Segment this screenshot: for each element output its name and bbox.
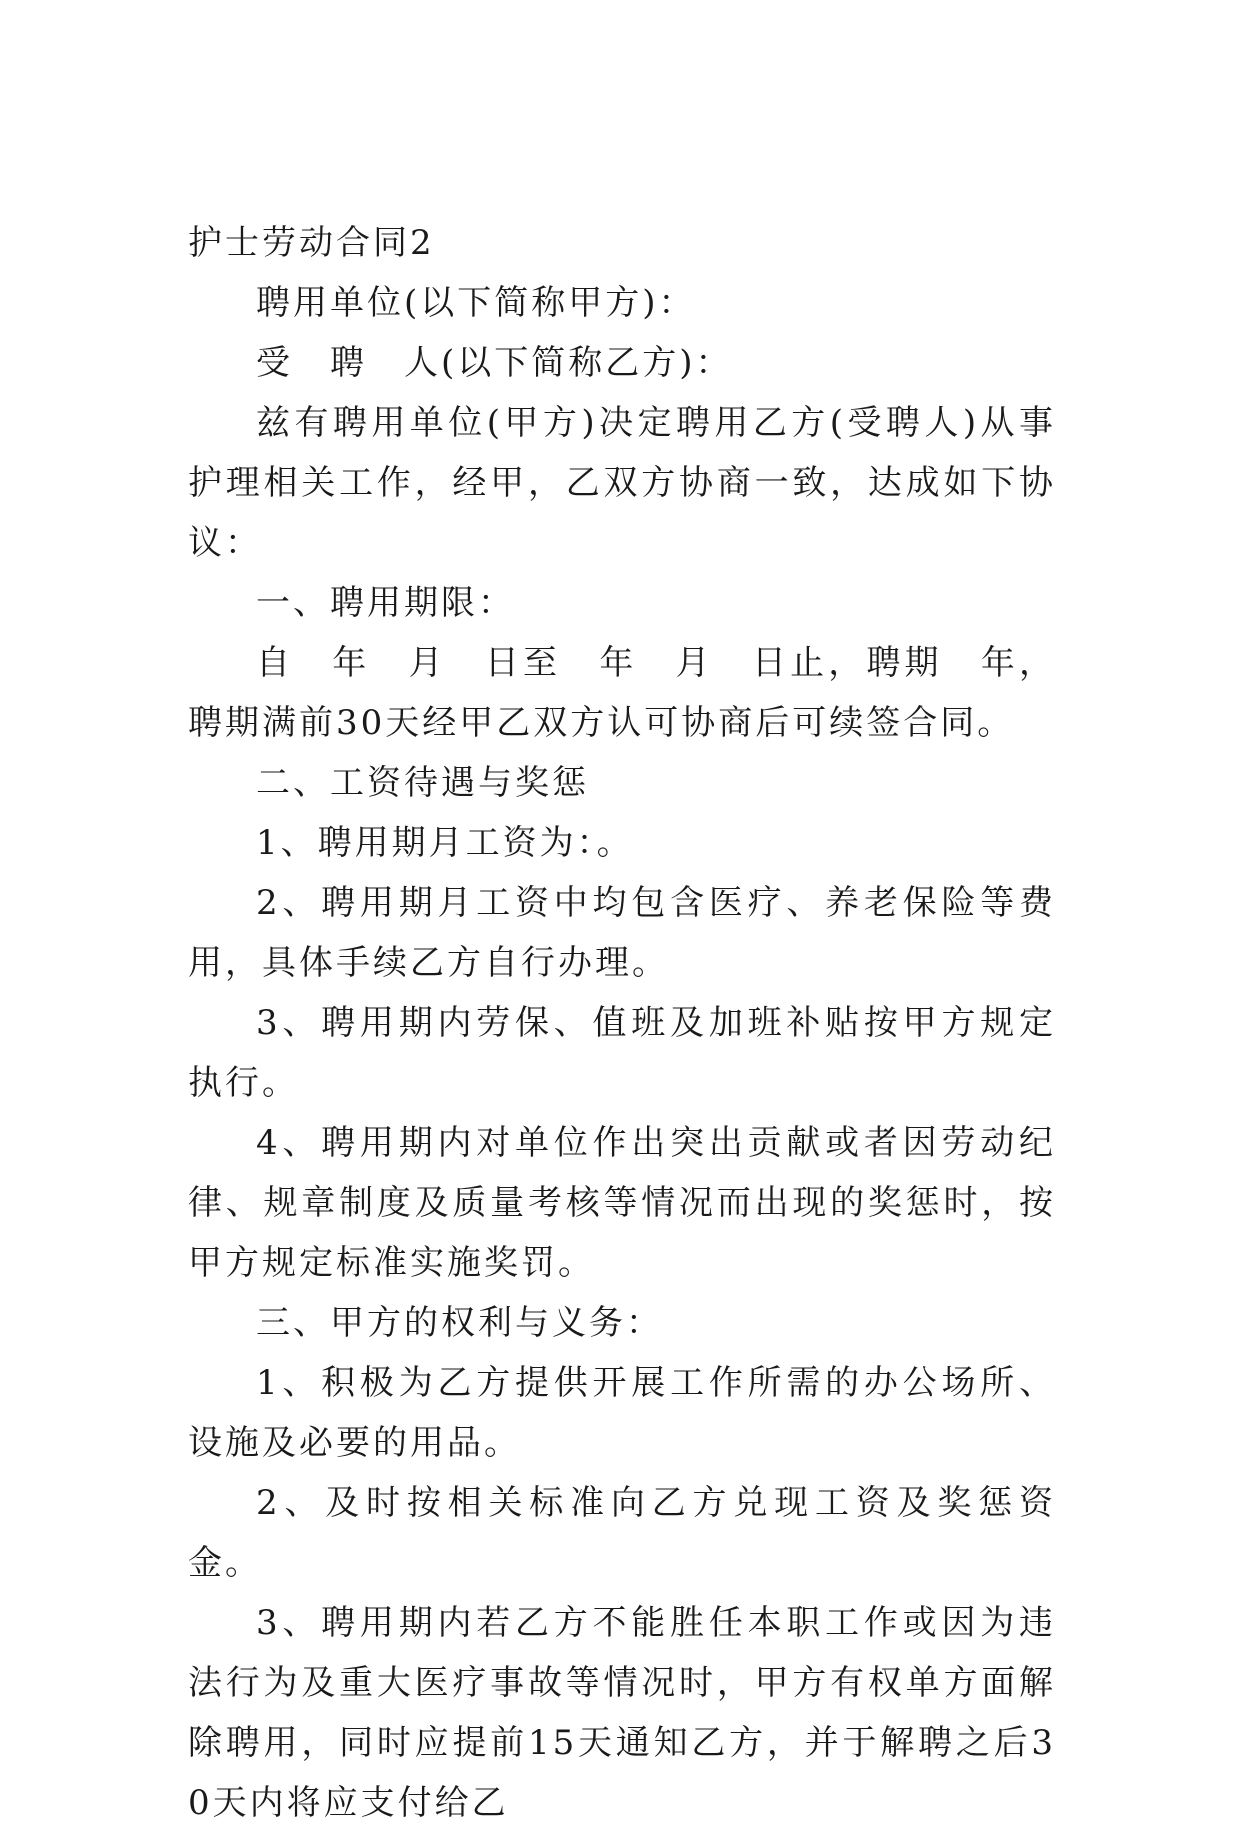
salary-clause-2: 2、聘用期月工资中均包含医疗、养老保险等费用，具体手续乙方自行办理。 (188, 883, 1056, 983)
party-b-line: 受 聘 人(以下简称乙方)： (256, 343, 733, 383)
party-a-line: 聘用单位(以下简称甲方)： (256, 283, 696, 323)
section-heading-salary: 二、工资待遇与奖惩 (256, 763, 589, 803)
salary-clause-1: 1、聘用期月工资为：。 (256, 823, 634, 863)
salary-clause-3: 3、聘用期内劳保、值班及加班补贴按甲方规定执行。 (188, 1003, 1056, 1103)
document-title: 护士劳动合同2 (188, 223, 435, 263)
document-body (188, 213, 1056, 1833)
term-paragraph: 自 年 月 日至 年 月 日止，聘期 年，聘期满前30天经甲乙双方认可协商后可续签合同。 (188, 643, 1056, 743)
salary-clause-4: 4、聘用期内对单位作出突出贡献或者因劳动纪律、规章制度及质量考核等情况而出现的奖惩时，按甲方规定标准实施奖罚。 (188, 1123, 1056, 1283)
section-heading-party-a: 三、甲方的权利与义务： (256, 1303, 663, 1343)
party-a-clause-2: 2、及时按相关标准向乙方兑现工资及奖惩资金。 (188, 1483, 1056, 1583)
section-heading-term: 一、聘用期限： (256, 583, 515, 623)
party-a-clause-3: 3、聘用期内若乙方不能胜任本职工作或因为违法行为及重大医疗事故等情况时，甲方有权单方面解除聘用，同时应提前15天通知乙方，并于解聘之后30天内将应支付给乙 (188, 1603, 1056, 1823)
preamble-paragraph: 兹有聘用单位(甲方)决定聘用乙方(受聘人)从事护理相关工作，经甲，乙双方协商一致，达成如下协议： (188, 403, 1056, 563)
party-a-clause-1: 1、积极为乙方提供开展工作所需的办公场所、设施及必要的用品。 (188, 1363, 1056, 1463)
